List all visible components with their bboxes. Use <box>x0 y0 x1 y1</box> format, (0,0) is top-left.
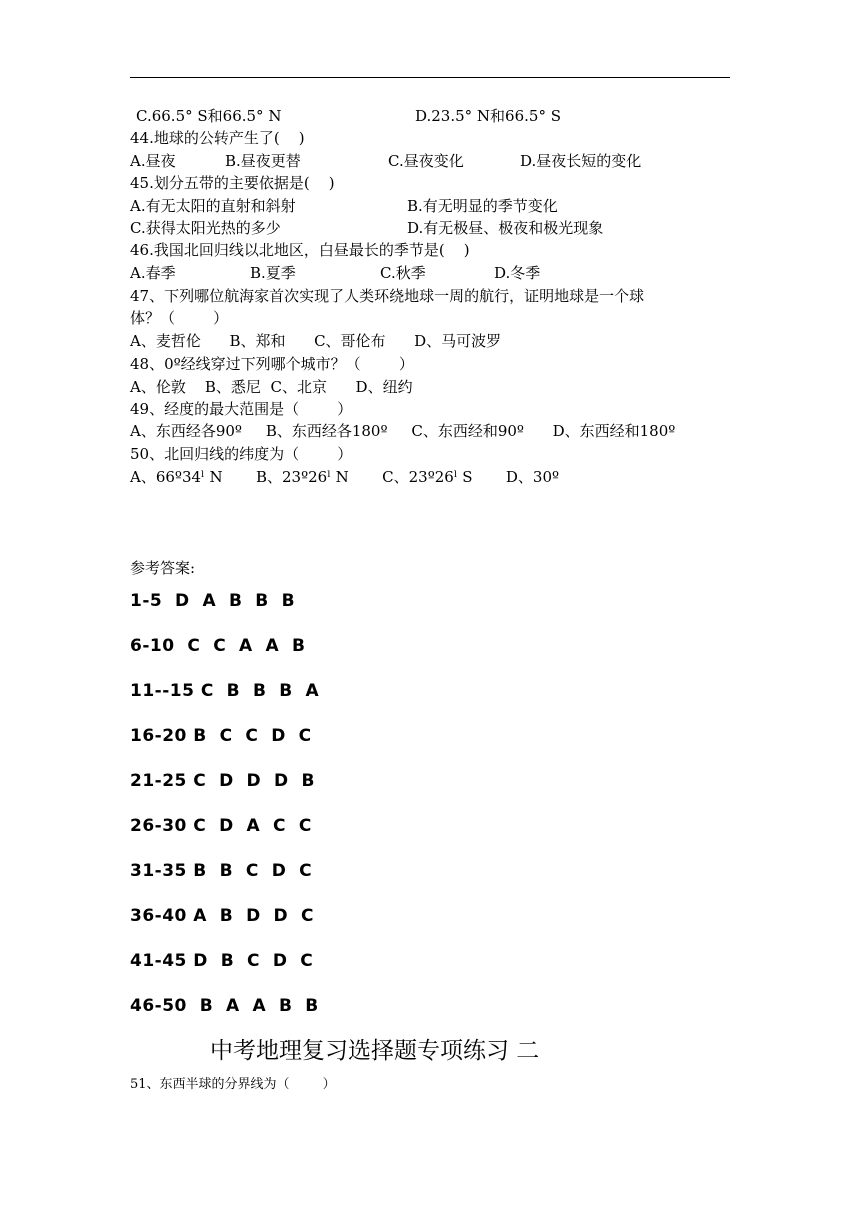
answer-row: 46-50 B A A B B <box>130 996 319 1016</box>
q47-options: A、麦哲伦 B、郑和 C、哥伦布 D、马可波罗 <box>130 332 502 350</box>
q45-option-d: D.有无极昼、极夜和极光现象 <box>407 219 604 237</box>
q49-stem: 49、经度的最大范围是（ ） <box>130 400 353 418</box>
answer-row: 11--15 C B B B A <box>130 681 320 701</box>
q45-option-b: B.有无明显的季节变化 <box>407 197 558 215</box>
q44-option-d: D.昼夜长短的变化 <box>520 152 642 170</box>
q47-stem-line2: 体？（ ） <box>130 309 229 327</box>
q43-option-c: C.66.5° S和66.5° N <box>136 107 282 125</box>
answer-row: 6-10 C C A A B <box>130 636 306 656</box>
answers-heading: 参考答案: <box>130 559 196 577</box>
q44-stem: 44.地球的公转产生了( ) <box>130 129 305 147</box>
q46-stem: 46.我国北回归线以北地区，白昼最长的季节是( ) <box>130 241 470 259</box>
answer-row: 36-40 A B D D C <box>130 906 314 926</box>
answer-row: 16-20 B C C D C <box>130 726 312 746</box>
q47-stem-line1: 47、下列哪位航海家首次实现了人类环绕地球一周的航行，证明地球是一个球 <box>130 287 645 305</box>
q48-options: A、伦敦 B、悉尼 C、北京 D、纽约 <box>130 378 413 396</box>
answer-row: 1-5 D A B B B <box>130 591 296 611</box>
answer-row: 41-45 D B C D C <box>130 951 314 971</box>
q46-option-b: B.夏季 <box>250 264 296 282</box>
header-rule <box>130 77 730 78</box>
q51-stem: 51、东西半球的分界线为（ ） <box>130 1077 336 1092</box>
q46-option-a: A.春季 <box>130 264 176 282</box>
answer-row: 21-25 C D D D B <box>130 771 315 791</box>
q45-stem: 45.划分五带的主要依据是( ) <box>130 174 335 192</box>
q45-option-c: C.获得太阳光热的多少 <box>130 219 281 237</box>
section-title: 中考地理复习选择题专项练习 二 <box>210 1038 540 1064</box>
q46-option-c: C.秋季 <box>380 264 426 282</box>
q44-option-b: B.昼夜更替 <box>225 152 301 170</box>
q45-option-a: A.有无太阳的直射和斜射 <box>130 197 296 215</box>
q44-option-c: C.昼夜变化 <box>388 152 464 170</box>
q44-option-a: A.昼夜 <box>130 152 176 170</box>
answer-row: 31-35 B B C D C <box>130 861 313 881</box>
q48-stem: 48、0º经线穿过下列哪个城市？（ ） <box>130 355 414 373</box>
q46-option-d: D.冬季 <box>494 264 541 282</box>
answer-row: 26-30 C D A C C <box>130 816 312 836</box>
q49-options: A、东西经各90º B、东西经各180º C、东西经和90º D、东西经和180º <box>130 422 676 440</box>
q50-options: A、66º34ˡ N B、23º26ˡ N C、23º26ˡ S D、30º <box>130 468 560 486</box>
q43-option-d: D.23.5° N和66.5° S <box>415 107 561 125</box>
q50-stem: 50、北回归线的纬度为（ ） <box>130 445 353 463</box>
